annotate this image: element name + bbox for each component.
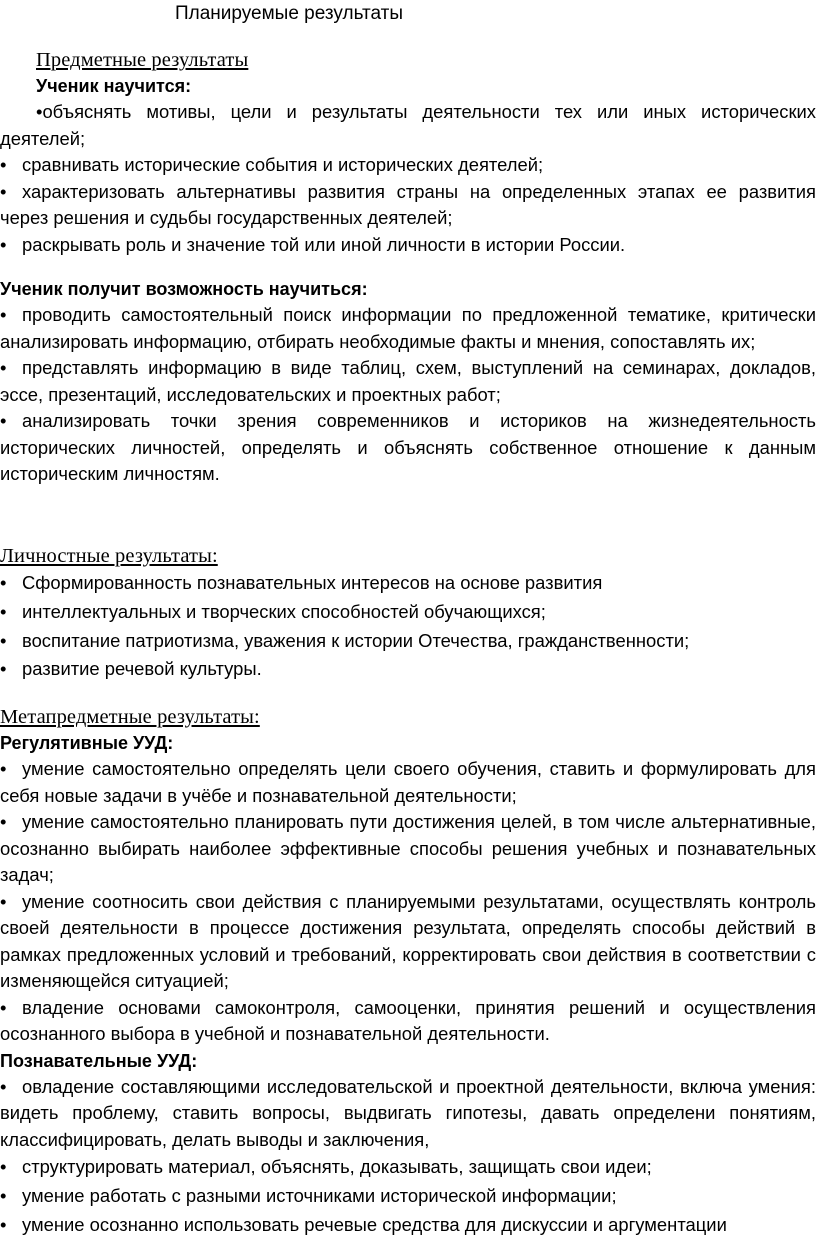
bullet-icon: • xyxy=(0,1156,7,1177)
list-item: • интеллектуальных и творческих способностей обучающихся; xyxy=(0,598,816,627)
bullet-icon: • xyxy=(0,572,7,593)
bullet-icon: • xyxy=(0,629,7,651)
personal-results-heading: Личностные результаты: xyxy=(0,545,218,567)
bullet-icon: • xyxy=(36,101,43,122)
list-item: • умение самостоятельно планировать пути достижения целей, в том числе альтернативные, осознанно выбирать наиболее эффективные способы решения учебных и познавательных задач; xyxy=(0,811,816,885)
list-item: • умение соотносить свои действия с планируемыми результатами, осуществлять контроль своей деятельности в процессе достижения результата, определять способы действий в рамках предложенных условий и требований, корректировать свои действия в соответствии с изменяющейся ситуацией; xyxy=(0,890,816,991)
list-item: • раскрывать роль и значение той или иной личности в истории России. xyxy=(0,232,816,259)
list-item: • сравнивать исторические события и исторических деятелей; xyxy=(0,152,816,179)
bullet-icon: • xyxy=(0,600,7,622)
bullet-icon: • xyxy=(0,658,7,680)
bullet-icon: • xyxy=(0,890,7,912)
list-item: • Сформированность познавательных интересов на основе развития xyxy=(0,569,816,598)
list-item: •объяснять мотивы, цели и результаты деятельности тех или иных исторических деятелей; xyxy=(0,101,816,149)
bullet-icon: • xyxy=(0,233,7,255)
bullet-icon: • xyxy=(0,758,7,779)
page-title: Планируемые результаты xyxy=(175,3,403,24)
list-item: • овладение составляющими исследовательской и проектной деятельности, включа умения: видеть проблему, ставить вопросы, выдвигать гипотезы, давать определени понятиям, классифицировать, делать выводы и заключения, xyxy=(0,1075,816,1150)
list-item: • умение самостоятельно определять цели своего обучения, ставить и формулировать для себя новые задачи в учёбе и познавательной деятельности; xyxy=(0,758,816,806)
list-item: • развитие речевой культуры. xyxy=(0,655,816,684)
list-item: • характеризовать альтернативы развития страны на определенных этапах ее развития через решения и судьбы государственных деятелей; xyxy=(0,180,816,228)
cognitive-heading: Познавательные УУД: xyxy=(0,1050,198,1071)
bullet-icon: • xyxy=(0,357,7,378)
subject-results-section xyxy=(0,47,816,258)
subject-results-heading: Предметные результаты xyxy=(36,49,249,71)
bullet-icon: • xyxy=(0,154,7,175)
list-item: • умение работать с разными источниками исторической информации; xyxy=(0,1182,816,1211)
bullet-icon: • xyxy=(0,811,7,832)
bullet-icon: • xyxy=(0,180,7,202)
bullet-icon: • xyxy=(0,304,7,325)
list-item: • проводить самостоятельный поиск информации по предложенной тематике, критически анализировать информацию, отбирать необходимые факты и мнения, сопоставлять их; xyxy=(0,304,816,352)
list-item: • структурировать материал, объяснять, доказывать, защищать свои идеи; xyxy=(0,1153,816,1182)
learn-heading: Ученик научится: xyxy=(36,76,192,96)
regulatory-heading: Регулятивные УУД: xyxy=(0,733,174,753)
list-item: • представлять информацию в виде таблиц, схем, выступлений на семинарах, докладов, эссе, презентаций, исследовательских и проектных работ; xyxy=(0,357,816,405)
meta-results-heading: Метапредметные результаты: xyxy=(0,706,260,728)
opportunity-heading: Ученик получит возможность научиться: xyxy=(0,279,368,299)
opportunity-section xyxy=(0,276,816,488)
bullet-icon: • xyxy=(0,410,7,431)
bullet-icon: • xyxy=(0,996,7,1018)
bullet-icon: • xyxy=(0,1213,7,1235)
list-item: • воспитание патриотизма, уважения к истории Отечества, гражданственности; xyxy=(0,627,816,656)
bullet-icon: • xyxy=(0,1075,7,1097)
meta-results-section xyxy=(0,704,816,1239)
list-item: • умение осознанно использовать речевые средства для дискуссии и аргументации xyxy=(0,1211,816,1239)
list-item: • владение основами самоконтроля, самооценки, принятия решений и осуществления осознанного выбора в учебной и познавательной деятельности. xyxy=(0,996,816,1044)
bullet-icon: • xyxy=(0,1184,7,1206)
personal-results-section xyxy=(0,543,816,684)
list-item: • анализировать точки зрения современников и историков на жизнедеятельность исторических личностей, определять и объяснять собственное отношение к данным историческим личностям. xyxy=(0,410,816,484)
